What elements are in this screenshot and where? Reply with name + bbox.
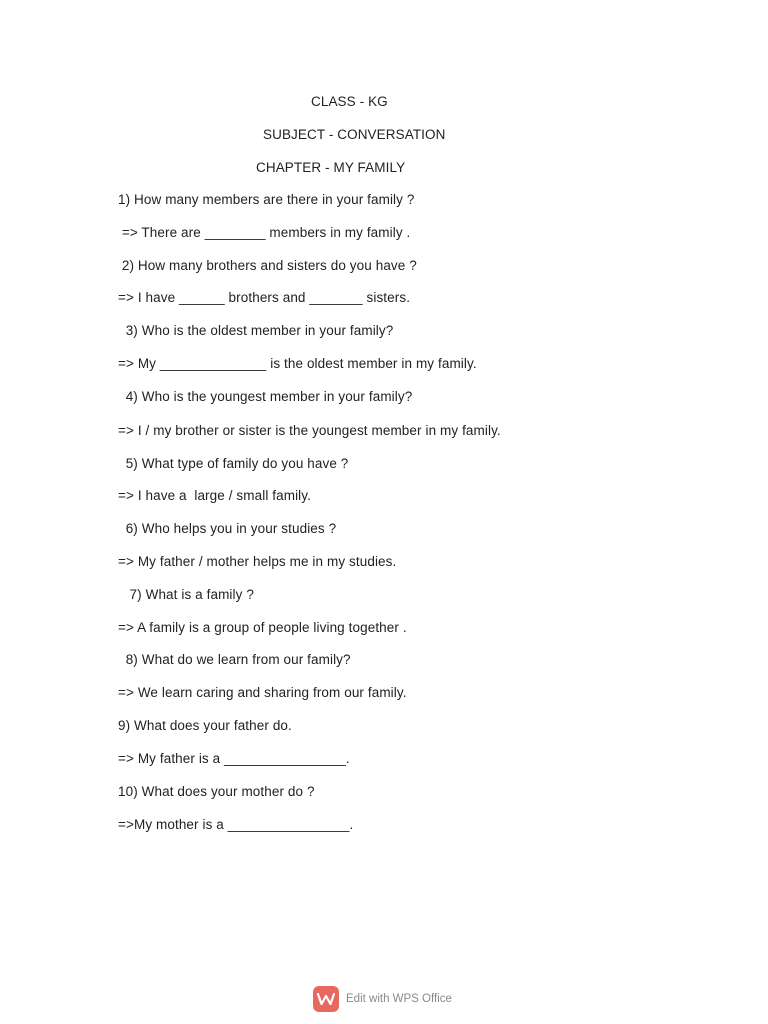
class-heading: CLASS - KG <box>311 94 388 109</box>
wps-footer[interactable] <box>313 986 452 1012</box>
question-5: 5) What type of family do you have ? <box>118 456 349 471</box>
answer-5: => I have a large / small family. <box>118 488 311 503</box>
question-10: 10) What does your mother do ? <box>118 784 315 799</box>
question-2: 2) How many brothers and sisters do you have ? <box>118 258 417 273</box>
answer-2: => I have ______ brothers and _______ sisters. <box>118 290 411 305</box>
question-6: 6) Who helps you in your studies ? <box>118 521 337 536</box>
answer-9: => My father is a ________________. <box>118 751 350 766</box>
question-4: 4) Who is the youngest member in your family? <box>118 389 413 404</box>
question-7: 7) What is a family ? <box>118 587 254 602</box>
question-1: 1) How many members are there in your family ? <box>118 192 415 207</box>
question-9: 9) What does your father do. <box>118 718 292 733</box>
answer-6: => My father / mother helps me in my studies. <box>118 554 397 569</box>
question-3: 3) Who is the oldest member in your family? <box>118 323 394 338</box>
answer-3: => My ______________ is the oldest member in my family. <box>118 356 477 371</box>
answer-4: => I / my brother or sister is the youngest member in my family. <box>118 423 501 438</box>
wps-w-glyph <box>317 992 335 1006</box>
wps-footer-label[interactable]: Edit with WPS Office <box>346 993 452 1005</box>
chapter-heading: CHAPTER - MY FAMILY <box>256 160 406 175</box>
wps-logo-icon <box>313 986 339 1012</box>
answer-8: => We learn caring and sharing from our family. <box>118 685 407 700</box>
answer-10: =>My mother is a ________________. <box>118 817 354 832</box>
subject-heading: SUBJECT - CONVERSATION <box>263 127 446 142</box>
answer-7: => A family is a group of people living together . <box>118 620 407 635</box>
question-8: 8) What do we learn from our family? <box>118 652 351 667</box>
answer-1: => There are ________ members in my family . <box>118 225 411 240</box>
